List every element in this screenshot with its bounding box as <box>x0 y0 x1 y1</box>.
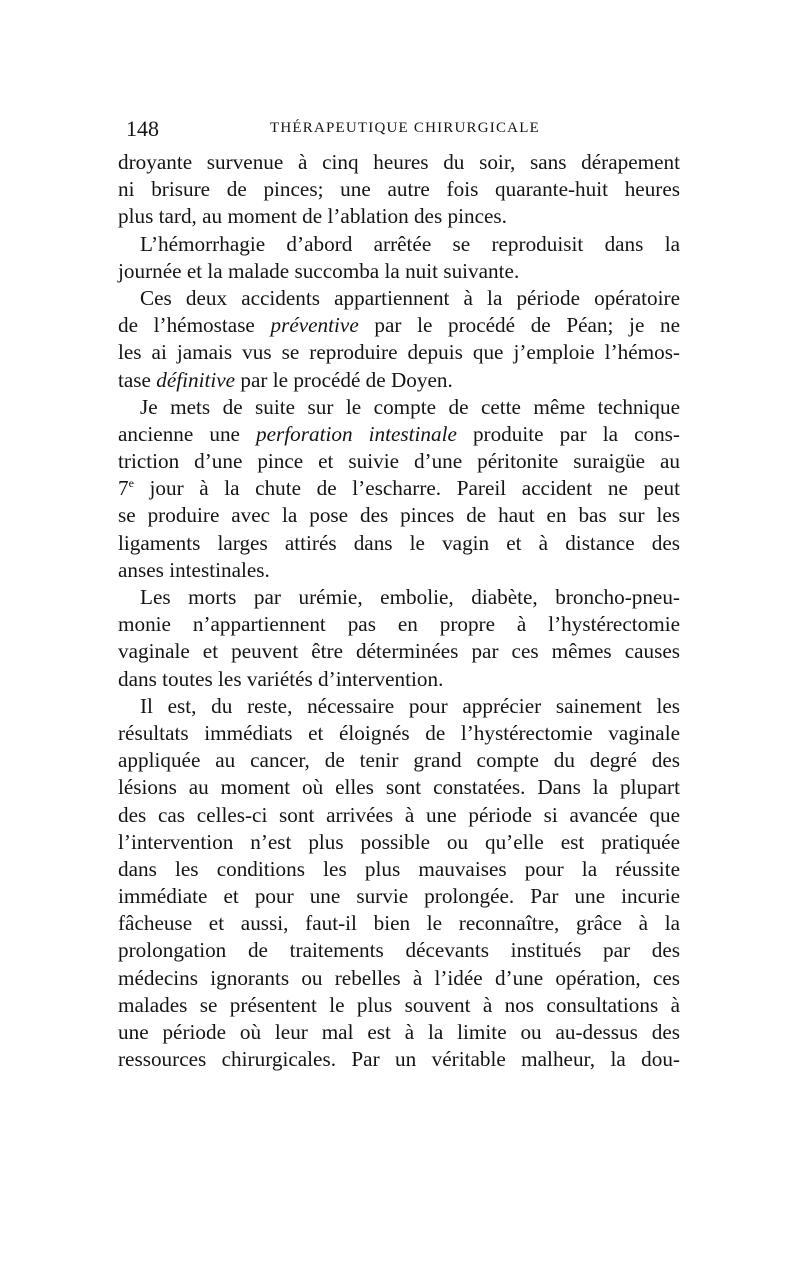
text-line <box>118 421 680 448</box>
text-segment: médecins ignorants ou rebelles à l’idée d’une opération, ces <box>118 965 680 990</box>
text-segment: triction d’une pince et suivie d’une péritonite suraigüe au <box>118 449 680 474</box>
text-line <box>118 530 680 557</box>
text-segment: se produire avec la pose des pinces de haut en bas sur les <box>118 503 680 528</box>
text-line <box>118 666 680 693</box>
running-title: THÉRAPEUTIQUE CHIRURGICALE <box>270 120 540 136</box>
text-line <box>118 937 680 964</box>
text-line <box>118 339 680 366</box>
text-line <box>118 829 680 856</box>
text-segment: droyante survenue à cinq heures du soir, sans dérapement <box>118 150 680 174</box>
text-line <box>118 693 680 720</box>
body-text <box>118 149 680 1073</box>
text-segment: les ai jamais vus se reproduire depuis que j’emploie l’hémos- <box>118 340 680 365</box>
page-header <box>120 116 682 146</box>
page-number: 148 <box>126 116 159 141</box>
text-line <box>118 203 680 230</box>
text-line <box>118 176 680 203</box>
text-segment: journée et la malade succomba la nuit suivante. <box>118 258 520 283</box>
text-line <box>118 611 680 638</box>
text-line <box>118 802 680 829</box>
text-line <box>118 1046 680 1073</box>
text-segment: résultats immédiats et éloignés de l’hystérectomie vaginale <box>118 720 680 745</box>
text-line <box>118 965 680 992</box>
text-segment: Je mets de suite sur le compte de cette même technique <box>140 394 680 419</box>
text-segment: vaginale et peuvent être déterminées par ces mêmes causes <box>118 639 680 664</box>
text-segment: une période où leur mal est à la limite ou au-dessus des <box>118 1020 680 1044</box>
text-segment: appliquée au cancer, de tenir grand compte du degré des <box>118 748 680 773</box>
text-line <box>118 1019 680 1046</box>
text-line <box>118 367 680 394</box>
text-line <box>118 747 680 774</box>
text-segment: Les morts par urémie, embolie, diabète, broncho-pneu- <box>140 585 680 609</box>
text-line <box>118 910 680 937</box>
text-segment: ancienne une <box>118 421 257 446</box>
italic-text: préventive <box>270 313 359 338</box>
text-line <box>118 149 680 176</box>
text-line <box>118 557 680 584</box>
text-segment: Ces deux accidents appartiennent à la période opératoire <box>140 285 680 310</box>
text-segment: 7 <box>118 476 129 501</box>
text-segment: immédiate et pour une survie prolongée. Par une incurie <box>118 884 680 909</box>
text-segment: des cas celles-ci sont arrivées à une période si avancée que <box>118 802 680 827</box>
text-line <box>118 231 680 258</box>
text-line <box>118 856 680 883</box>
text-line <box>118 774 680 801</box>
text-segment: dans les conditions les plus mauvaises pour la réussite <box>118 856 680 881</box>
text-segment: ni brisure de pinces; une autre fois quarante-huit heures <box>118 177 680 202</box>
text-line <box>118 883 680 910</box>
text-segment: prolongation de traitements décevants institués par des <box>118 938 680 963</box>
text-line <box>118 502 680 529</box>
text-segment: ressources chirurgicales. Par un véritable malheur, la dou- <box>118 1047 680 1072</box>
text-segment: Il est, du reste, nécessaire pour apprécier sainement les <box>140 693 680 718</box>
text-segment: lésions au moment où elles sont constatées. Dans la plupart <box>118 775 680 800</box>
text-segment: par le procédé de Doyen. <box>235 367 453 392</box>
text-line <box>118 720 680 747</box>
text-line <box>118 285 680 312</box>
text-segment: l’intervention n’est plus possible ou qu’elle est pratiquée <box>118 829 680 854</box>
text-segment: tase <box>118 367 157 392</box>
superscript-text: e <box>128 476 134 491</box>
text-line <box>118 584 680 611</box>
text-segment: malades se présentent le plus souvent à nos consultations à <box>118 992 680 1017</box>
text-segment: ligaments larges attirés dans le vagin et à distance des <box>118 530 680 555</box>
text-segment: plus tard, au moment de l’ablation des pinces. <box>118 204 507 229</box>
italic-text: perforation intestinale <box>256 421 457 446</box>
text-segment: jour à la chute de l’escharre. Pareil accident ne peut <box>133 476 680 501</box>
text-segment: par le procédé de Péan; je ne <box>358 313 680 338</box>
text-segment: fâcheuse et aussi, faut-il bien le reconnaître, grâce à la <box>118 911 680 936</box>
text-line <box>118 394 680 421</box>
text-line <box>118 312 680 339</box>
text-line <box>118 448 680 475</box>
text-segment: dans toutes les variétés d’intervention. <box>118 666 444 691</box>
text-line <box>118 258 680 285</box>
text-line <box>118 992 680 1019</box>
italic-text: définitive <box>156 367 236 392</box>
text-segment: de l’hémostase <box>118 313 271 338</box>
text-line <box>118 475 680 502</box>
text-segment: anses intestinales. <box>118 557 270 582</box>
text-segment: L’hémorrhagie d’abord arrêtée se reproduisit dans la <box>140 231 680 256</box>
text-line <box>118 638 680 665</box>
text-segment: produite par la cons- <box>456 421 680 446</box>
text-segment: monie n’appartiennent pas en propre à l’hystérectomie <box>118 612 680 637</box>
